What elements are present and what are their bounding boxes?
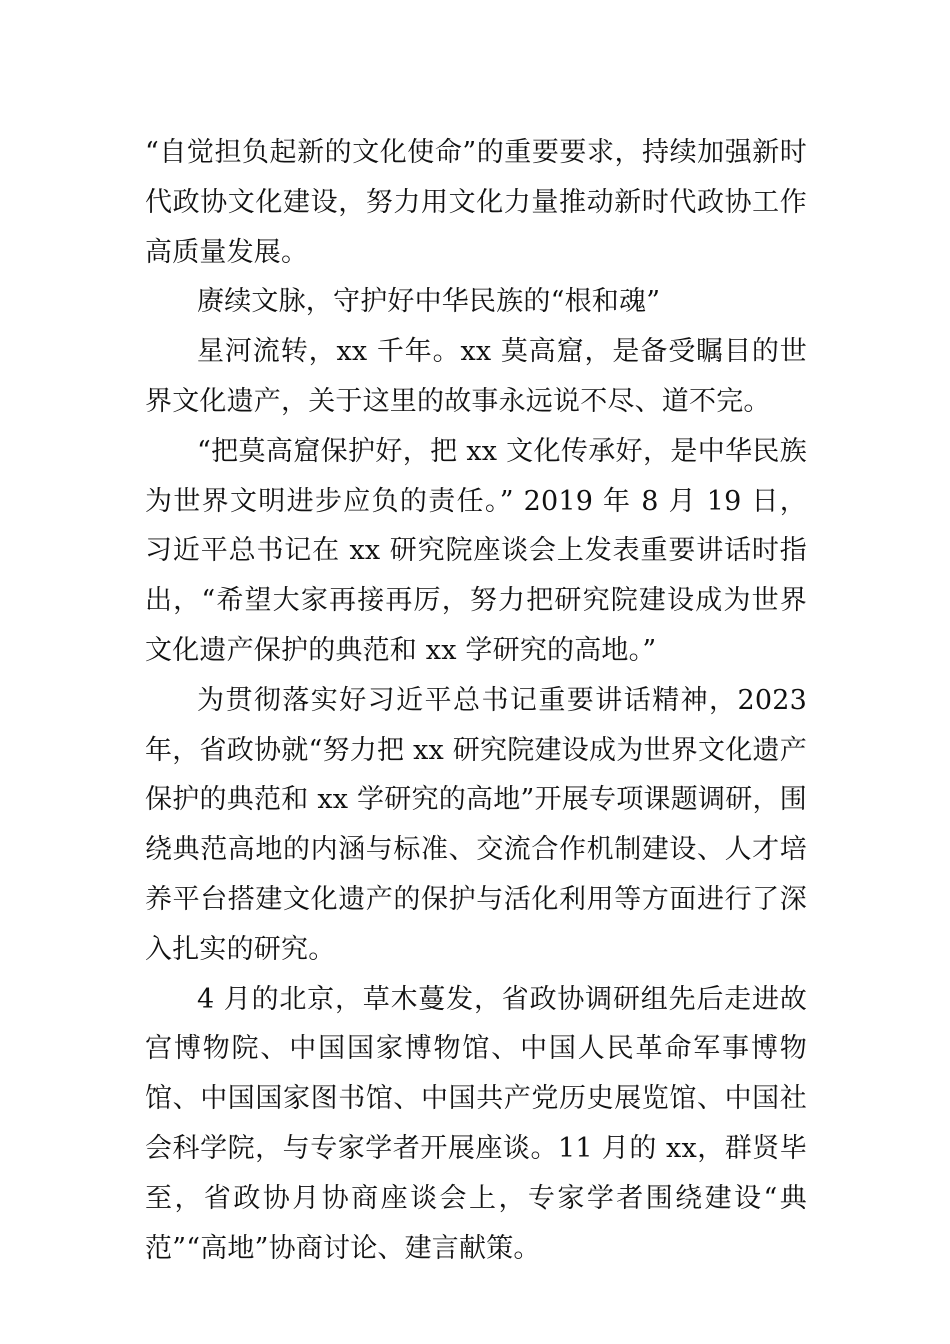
paragraph-1: “自觉担负起新的文化使命”的重要要求，持续加强新时代政协文化建设，努力用文化力量推动新时代政协工作高质量发展。 <box>145 137 807 268</box>
paragraph-3: “把莫高窟保护好，把 xx 文化传承好，是中华民族为世界文明进步应负的责任。” 2019 年 8 月 19 日，习近平总书记在 xx 研究院座谈会上发表重要讲话时指出，“希望大家再接再厉，努力把研究院建设成为世界文化遗产保护的典范和 xx 学研究的高地。” <box>145 435 807 666</box>
document-body <box>145 128 807 1273</box>
paragraph-5: 4 月的北京，草木蔓发，省政协调研组先后走进故宫博物院、中国国家博物馆、中国人民革命军事博物馆、中国国家图书馆、中国共产党历史展览馆、中国社会科学院，与专家学者开展座谈。11 月的 xx，群贤毕至，省政协月协商座谈会上，专家学者围绕建设“典范”“高地”协商讨论、建言献策。 <box>145 983 807 1264</box>
paragraph-4: 为贯彻落实好习近平总书记重要讲话精神，2023 年，省政协就“努力把 xx 研究院建设成为世界文化遗产保护的典范和 xx 学研究的高地”开展专项课题调研，围绕典范高地的内涵与标准、交流合作机制建设、人才培养平台搭建文化遗产的保护与活化利用等方面进行了深入扎实的研究。 <box>145 684 807 965</box>
paragraph-2: 星河流转，xx 千年。xx 莫高窟，是备受瞩目的世界文化遗产，关于这里的故事永远说不尽、道不完。 <box>145 336 807 417</box>
section-heading: 赓续文脉，守护好中华民族的“根和魂” <box>197 286 661 318</box>
